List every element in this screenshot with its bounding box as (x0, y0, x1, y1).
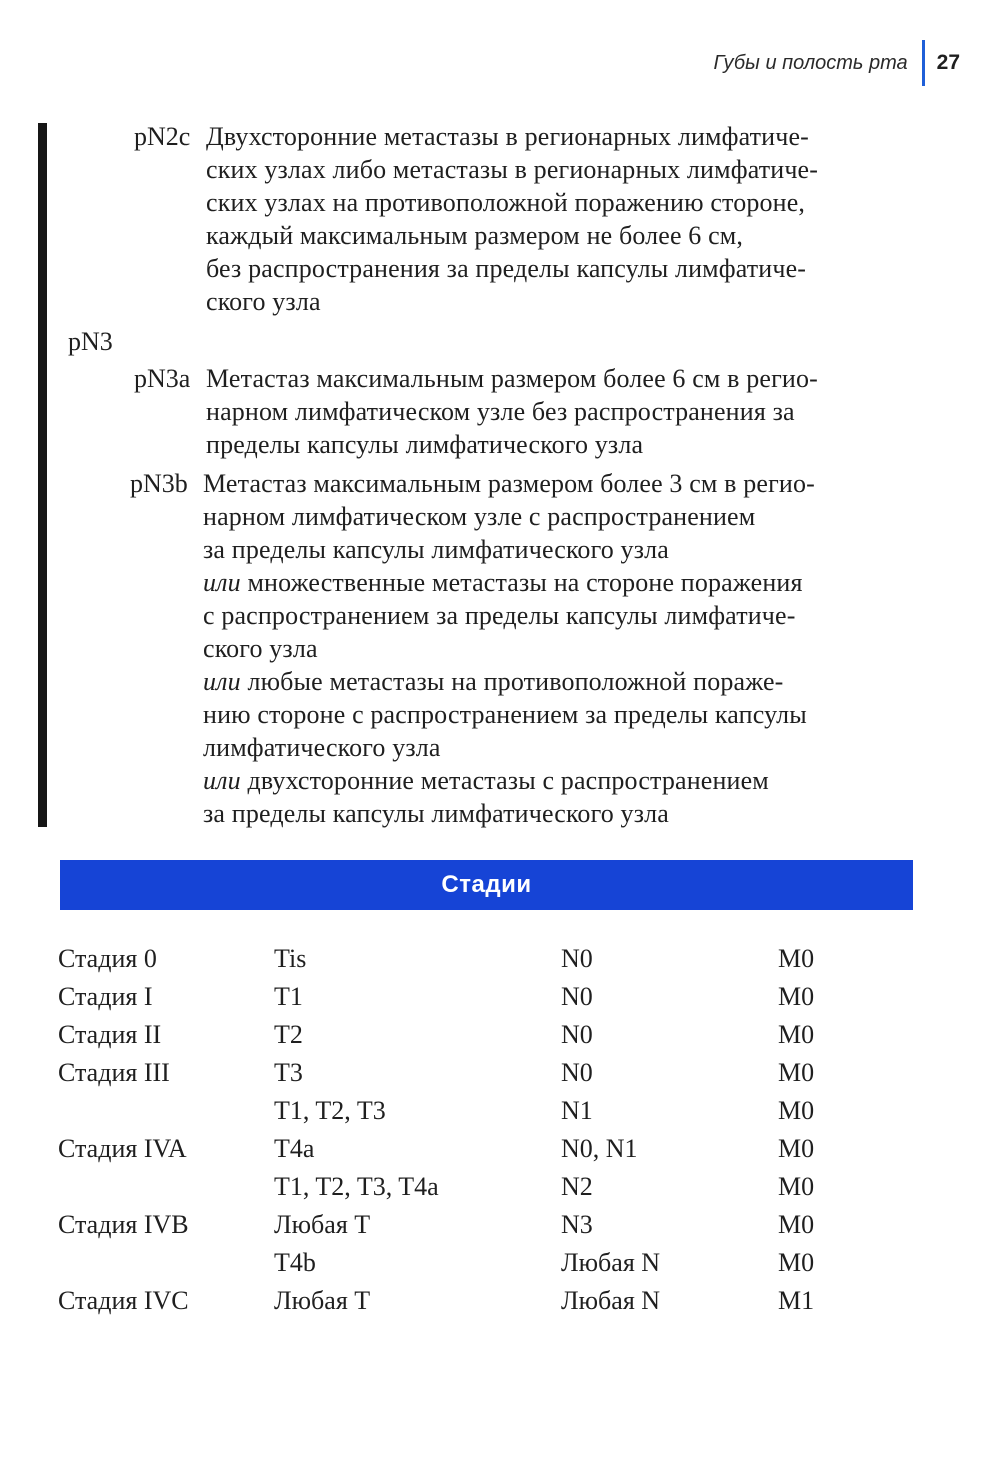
stage-cell: Стадия II (58, 1020, 162, 1049)
entry-text: множественные метастазы на стороне поражения (240, 568, 803, 597)
stage-row (0, 940, 1000, 978)
m-cell: M0 (778, 1058, 815, 1087)
page-number: 27 (936, 51, 960, 74)
t-cell: Любая T (274, 1286, 371, 1315)
entry-line: без распространения за пределы капсулы лимфатиче- (206, 254, 807, 283)
stages-section-title: Стадии (441, 871, 532, 898)
entry-line: с распространением за пределы капсулы лимфатиче- (203, 601, 796, 630)
m-cell: M0 (778, 1096, 815, 1125)
m-cell: M0 (778, 1134, 815, 1163)
n-cell: N0, N1 (561, 1134, 638, 1163)
entry-line (203, 566, 815, 599)
entry-line: Метастаз максимальным размером более 6 см в регио- (206, 364, 818, 393)
m-cell: M0 (778, 1248, 815, 1277)
n-cell: N2 (561, 1172, 593, 1201)
stage-row (0, 1092, 1000, 1130)
code-pn3: pN3 (68, 327, 113, 356)
n-cell: N0 (561, 944, 593, 973)
entry-pn2c (206, 120, 818, 318)
entry-line: Двухсторонние метастазы в регионарных лимфатиче- (206, 122, 809, 151)
stage-cell: Стадия IVC (58, 1286, 189, 1315)
m-cell: M0 (778, 1020, 815, 1049)
stage-cell: Стадия IVA (58, 1134, 187, 1163)
n-cell: N1 (561, 1096, 593, 1125)
entry-text: любые метастазы на противоположной пораже- (240, 667, 784, 696)
t-cell: T1 (274, 982, 303, 1011)
n-cell: N3 (561, 1210, 593, 1239)
m-cell: M0 (778, 1210, 815, 1239)
entry-pn3a (206, 362, 818, 461)
entry-text: двухсторонние метастазы с распространением (240, 766, 769, 795)
entry-line: ского узла (203, 634, 318, 663)
t-cell: Любая T (274, 1210, 371, 1239)
t-cell: T2 (274, 1020, 303, 1049)
entry-line: Метастаз максимальным размером более 3 см в регио- (203, 469, 815, 498)
margin-marker-bar (38, 123, 47, 827)
stages-section-banner (60, 860, 913, 910)
stage-row (0, 1206, 1000, 1244)
t-cell: T3 (274, 1058, 303, 1087)
header-divider (922, 40, 925, 86)
entry-line: за пределы капсулы лимфатического узла (203, 799, 669, 828)
entry-line: каждый максимальным размером не более 6 см, (206, 221, 744, 250)
running-title: Губы и полость рта (713, 51, 908, 74)
t-cell: Tis (274, 944, 307, 973)
t-cell: T1, T2, T3, T4a (274, 1172, 439, 1201)
n-cell: N0 (561, 1020, 593, 1049)
entry-line (203, 665, 815, 698)
code-pn3b: pN3b (130, 469, 188, 498)
stage-cell: Стадия I (58, 982, 153, 1011)
code-pn3a: pN3a (134, 364, 191, 393)
entry-line: пределы капсулы лимфатического узла (206, 430, 644, 459)
t-cell: T4a (274, 1134, 315, 1163)
m-cell: M1 (778, 1286, 815, 1315)
code-pn2c: pN2c (134, 122, 191, 151)
stage-row (0, 1244, 1000, 1282)
or-word: или (203, 766, 241, 795)
stage-cell: Стадия 0 (58, 944, 157, 973)
entry-line: лимфатического узла (203, 733, 441, 762)
n-cell: Любая N (561, 1248, 661, 1277)
n-cell: N0 (561, 982, 593, 1011)
entry-line: ского узла (206, 287, 321, 316)
entry-line: нарном лимфатическом узле с распространением (203, 502, 756, 531)
entry-line (203, 764, 815, 797)
or-word: или (203, 667, 241, 696)
entry-line: за пределы капсулы лимфатического узла (203, 535, 669, 564)
stage-row (0, 1130, 1000, 1168)
n-cell: Любая N (561, 1286, 661, 1315)
or-word: или (203, 568, 241, 597)
entry-line: нарном лимфатическом узле без распространения за (206, 397, 795, 426)
entry-pn3b (203, 467, 815, 830)
stage-row (0, 1168, 1000, 1206)
stages-table (0, 940, 1000, 1320)
m-cell: M0 (778, 944, 815, 973)
m-cell: M0 (778, 1172, 815, 1201)
stage-cell: Стадия IVB (58, 1210, 189, 1239)
t-cell: T4b (274, 1248, 316, 1277)
entry-line: ских узлах на противоположной поражению стороне, (206, 188, 806, 217)
stage-row (0, 1054, 1000, 1092)
n-cell: N0 (561, 1058, 593, 1087)
entry-line: нию стороне с распространением за пределы капсулы (203, 700, 807, 729)
stage-row (0, 1282, 1000, 1320)
stage-row (0, 978, 1000, 1016)
t-cell: T1, T2, T3 (274, 1096, 386, 1125)
stage-cell: Стадия III (58, 1058, 170, 1087)
m-cell: M0 (778, 982, 815, 1011)
entry-line: ских узлах либо метастазы в регионарных лимфатиче- (206, 155, 819, 184)
stage-row (0, 1016, 1000, 1054)
running-head (713, 40, 960, 86)
